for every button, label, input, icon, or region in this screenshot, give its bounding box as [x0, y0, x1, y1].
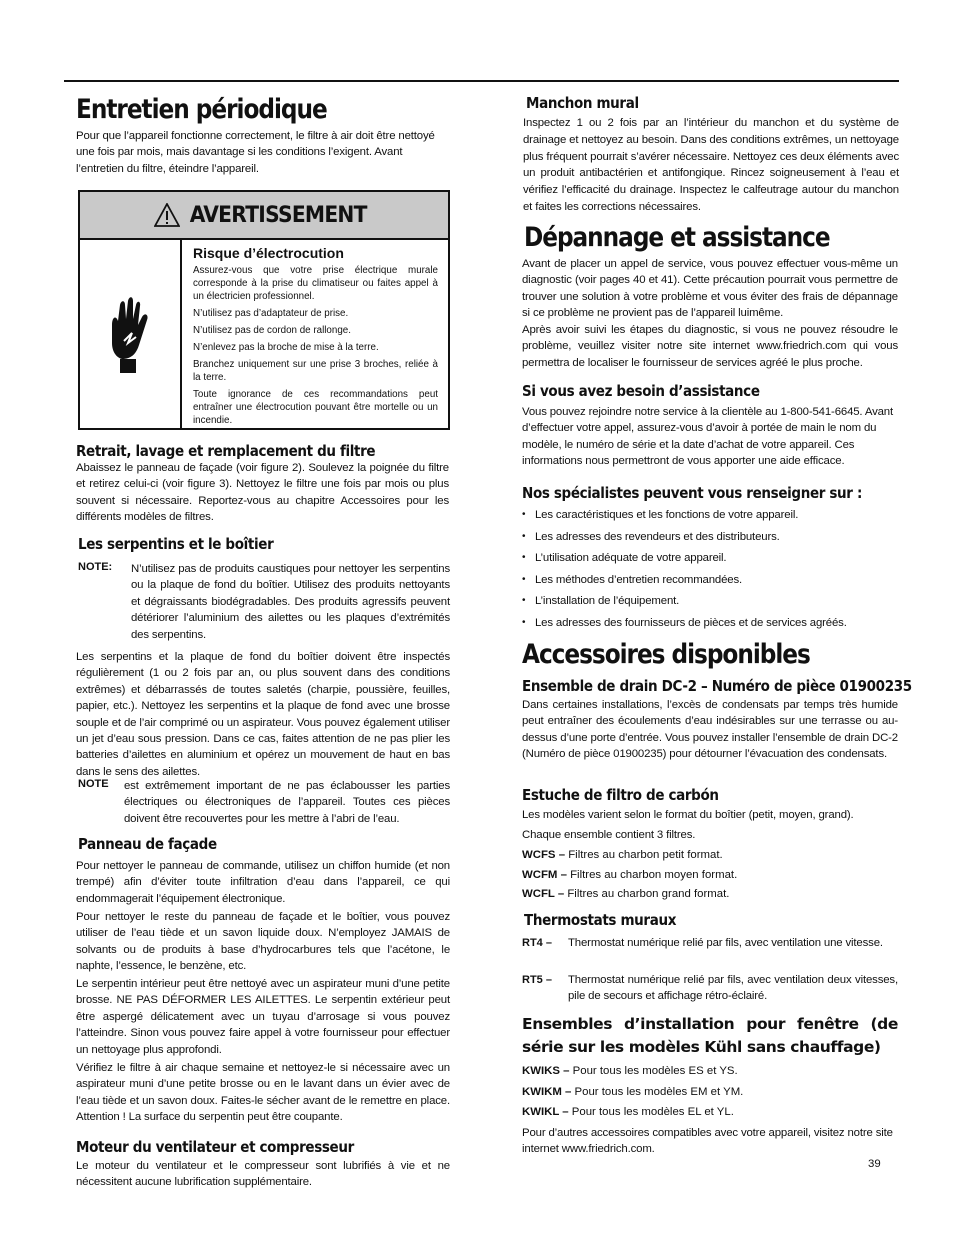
carbon-item	[522, 886, 729, 902]
page-title: Entretien périodique	[76, 94, 327, 125]
item-code: WCFL –	[522, 888, 565, 900]
note-caustic	[78, 561, 450, 643]
carbon-item	[522, 867, 737, 883]
list-item: • Les méthodes d’entretien recommandées.	[522, 572, 898, 588]
filter-heading: Retrait, lavage et remplacement du filtre	[76, 442, 376, 460]
window-item	[522, 1063, 738, 1079]
panel-text-2: Pour nettoyer le reste du panneau de façade et le boîtier, vous pouvez utiliser de l’eau tiède et un savon liquide doux. N’employez JAMAIS de solvants ou de produits à base d’hydrocarbures tels que l’acétone, le naphte, l’essence, le benzène, etc.	[76, 911, 450, 973]
help-heading: Si vous avez besoin d’assistance	[522, 382, 760, 400]
note-text: N’utilisez pas de produits caustiques pour nettoyer les serpentins ou la plaque de fond du boîtier. Utilisez des produits nettoyants et dégraissants biodégradables. Des produits agressifs peuvent détériorer l’aluminium des ailettes ou les plaques d’extrémités des serpentins.	[131, 563, 450, 641]
panel-text-1: Pour nettoyer le panneau de commande, utilisez un chiffon humide (et non trempé) afin d’éviter toute infiltration d’eau dans l’appareil, ce qui endommagerait l’équipement électronique.	[76, 860, 450, 905]
thermo-item	[522, 935, 898, 951]
item-code: KWIKM –	[522, 1086, 572, 1098]
carbon-text-2: Chaque ensemble contient 3 filtres.	[522, 829, 696, 841]
thermo-heading: Thermostats muraux	[524, 911, 677, 929]
carbon-heading: Estuche de filtro de carbón	[522, 786, 719, 804]
sleeve-text: Inspectez 1 ou 2 fois par an l’intérieur du manchon et du système de drainage et nettoyez au besoin. Dans des conditions extrêmes, un nettoyage plus fréquent pourrait s’avérer nécessaire. Nettoyez ces deux éléments avec un produit antibactérien et antifongique. Rincez soigneusement à l’eau et vérifiez l’efficacité du drainage. Inspectez le calfeutrage autour du manchon et faites les corrections nécessaires.	[523, 117, 899, 213]
warning-line: N’utilisez pas d’adaptateur de prise.	[193, 308, 349, 319]
specialists-heading: Nos spécialistes peuvent vous renseigner sur :	[522, 484, 862, 502]
note-splash	[78, 778, 450, 827]
specialists-list	[522, 507, 898, 636]
list-item: • L’utilisation adéquate de votre appareil.	[522, 550, 898, 566]
electric-shock-icon	[80, 240, 182, 430]
service-title: Dépannage et assistance	[524, 222, 830, 253]
warning-line: N’enlevez pas la broche de mise à la terre.	[193, 342, 379, 353]
item-text: Thermostat numérique relié par fils, avec ventilation deux vitesses, pile de secours et affichage rétro-éclairé.	[568, 974, 898, 1003]
item-text: Pour tous les modèles EL et YL.	[568, 1106, 734, 1118]
panel-heading: Panneau de façade	[78, 835, 217, 853]
coils-text: Les serpentins et la plaque de fond du boîtier doivent être inspectés régulièrement (1 ou 2 fois par an, ou plus souvent dans des conditions extrêmes) et débarrassés de toutes saletés (charpie, poussière, feuilles, papier, etc.). Nettoyez les serpentins et la plaque de fond avec une brosse souple et de l’air comprimé ou un aspirateur. Vous pouvez également utiliser un jet d’eau sous pression. Dans ce cas, faites attention de ne pas plier les batteries d’ailettes en aluminium et opérez un mouvement de haut en bas dans le sens des ailettes.	[76, 651, 450, 778]
coils-heading: Les serpentins et le boîtier	[78, 535, 274, 553]
warning-box	[78, 190, 450, 430]
note-label: NOTE:	[78, 561, 113, 573]
warning-title: AVERTISSEMENT	[189, 202, 367, 228]
motor-heading: Moteur du ventilateur et compresseur	[76, 1138, 354, 1156]
warning-subtitle: Risque d’électrocution	[193, 245, 344, 261]
warning-line: Toute ignorance de ces recommandations peut entraîner une électrocution pouvant être mortelle ou un incendie.	[193, 389, 438, 426]
list-item: • Les adresses des fournisseurs de pièces et de services agréés.	[522, 615, 898, 631]
item-code: KWIKS –	[522, 1065, 570, 1077]
window-item	[522, 1084, 743, 1100]
top-rule	[64, 80, 899, 82]
item-code: KWIKL –	[522, 1106, 569, 1118]
item-text: Pour tous les modèles EM et YM.	[571, 1086, 744, 1098]
item-code: WCFS –	[522, 849, 566, 861]
item-code: RT5 –	[522, 974, 552, 986]
item-text: Pour tous les modèles ES et YS.	[569, 1065, 738, 1077]
item-text: Filtres au charbon grand format.	[564, 888, 730, 900]
note-label: NOTE	[78, 778, 109, 790]
drain-text: Dans certaines installations, l’excès de condensats par temps très humide peut entraîner des écoulements d’eau indésirables sur une terrasse ou au-dessus d’une porte d’entrée. Vous pouvez installer l’ensemble de drain DC-2 (Numéro de pièce 01900235) pour détourner l’évacuation des condensats.	[522, 699, 898, 761]
item-code: WCFM –	[522, 869, 567, 881]
page-number: 39	[868, 1158, 881, 1170]
window-item	[522, 1104, 734, 1120]
warning-line: N’utilisez pas de cordon de rallonge.	[193, 325, 351, 336]
warning-triangle-icon	[154, 203, 180, 227]
list-item: • L’installation de l’équipement.	[522, 593, 898, 609]
closing-text: Pour d’autres accessoires compatibles avec votre appareil, visitez notre site internet www.friedrich.com.	[522, 1127, 893, 1156]
help-text: Vous pouvez rejoindre notre service à la clientèle au 1-800-541-6645. Avant d’effectuer votre appel, assurez-vous d’avoir à portée de main le nom du modèle, le numéro de série et la date d’achat de votre appareil. Ces informations nous permettront de vous apporter une aide efficace.	[522, 406, 894, 468]
carbon-text-1: Les modèles varient selon le format du boîtier (petit, moyen, grand).	[522, 809, 854, 821]
intro-text: Pour que l’appareil fonctionne correctement, le filtre à air doit être nettoyé une fois par mois, mais davantage si les conditions l’exigent. Avant l’entretien du filtre, éteindre l’appareil.	[76, 130, 435, 175]
item-text: Filtres au charbon petit format.	[565, 849, 723, 861]
window-heading: Ensembles d’installation pour fenêtre (de série sur les modèles Kühl sans chauffage)	[522, 1015, 898, 1056]
drain-heading: Ensemble de drain DC-2 – Numéro de pièce 01900235	[522, 677, 912, 695]
item-text: Thermostat numérique relié par fils, avec ventilation une vitesse.	[568, 937, 883, 949]
list-item: • Les caractéristiques et les fonctions de votre appareil.	[522, 507, 898, 523]
panel-text-4: Vérifiez le filtre à air chaque semaine et nettoyez-le si nécessaire avec un aspirateur muni d’une petite brosse ou en le lavant dans un évier avec de l’eau tiède et un savon doux. Faites-le sécher avant de le remettre en place. Attention ! La surface du serpentin peut être coupante.	[76, 1062, 450, 1124]
carbon-item	[522, 847, 723, 863]
warning-line: Branchez uniquement sur une prise 3 broches, reliée à la terre.	[193, 359, 438, 383]
motor-text: Le moteur du ventilateur et le compresseur sont lubrifiés à vie et ne nécessitent aucune lubrification supplémentaire.	[76, 1160, 450, 1189]
warning-header	[80, 192, 448, 240]
sleeve-heading: Manchon mural	[526, 94, 639, 112]
accessories-title: Accessoires disponibles	[522, 639, 810, 670]
thermo-item	[522, 972, 898, 1005]
panel-text-3: Le serpentin intérieur peut être nettoyé avec un aspirateur muni d’une petite brosse. NE PAS DÉFORMER LES AILETTES. Le serpentin extérieur peut être aspergé délicatement avec un tuyau d’arrosage si vous pouvez l’atteindre. Sinon vous pouvez faire appel à votre fournisseur pour effectuer un nettoyage plus approfondi.	[76, 978, 450, 1056]
item-code: RT4 –	[522, 937, 552, 949]
note-text: est extrêmement important de ne pas éclabousser les parties électriques ou électroniques de l’appareil. Toutes ces pièces doivent être recouvertes pour les mettre à l’abri de l’eau.	[124, 780, 450, 825]
list-item: • Les adresses des revendeurs et des distributeurs.	[522, 529, 898, 545]
filter-text: Abaissez le panneau de façade (voir figure 2). Soulevez la poignée du filtre et retirez celui-ci (voir figure 3). Nettoyez le filtre une fois par mois ou plus souvent si nécessaire. Reportez-vous au chapitre Accessoires pour les différents modèles de filtres.	[76, 462, 449, 524]
service-text-1: Avant de placer un appel de service, vous pouvez effectuer vous-même un diagnostic (voir pages 40 et 41). Cette précaution pourrait vous permettre de trouver une solution à votre problème et vous éviter des frais de dépannage si ce problème ne provient pas de l’appareil luimême.	[522, 258, 898, 320]
item-text: Filtres au charbon moyen format.	[566, 869, 738, 881]
warning-line: Assurez-vous que votre prise électrique murale corresponde à la prise du climatiseur ou faites appel à un électricien professionnel.	[193, 265, 438, 302]
service-text-2: Après avoir suivi les étapes du diagnostic, si vous ne pouvez résoudre le problème, veuillez visiter notre site internet www.friedrich.com qui vous permettra de localiser le fournisseur de services agréé le plus proche.	[522, 324, 898, 369]
